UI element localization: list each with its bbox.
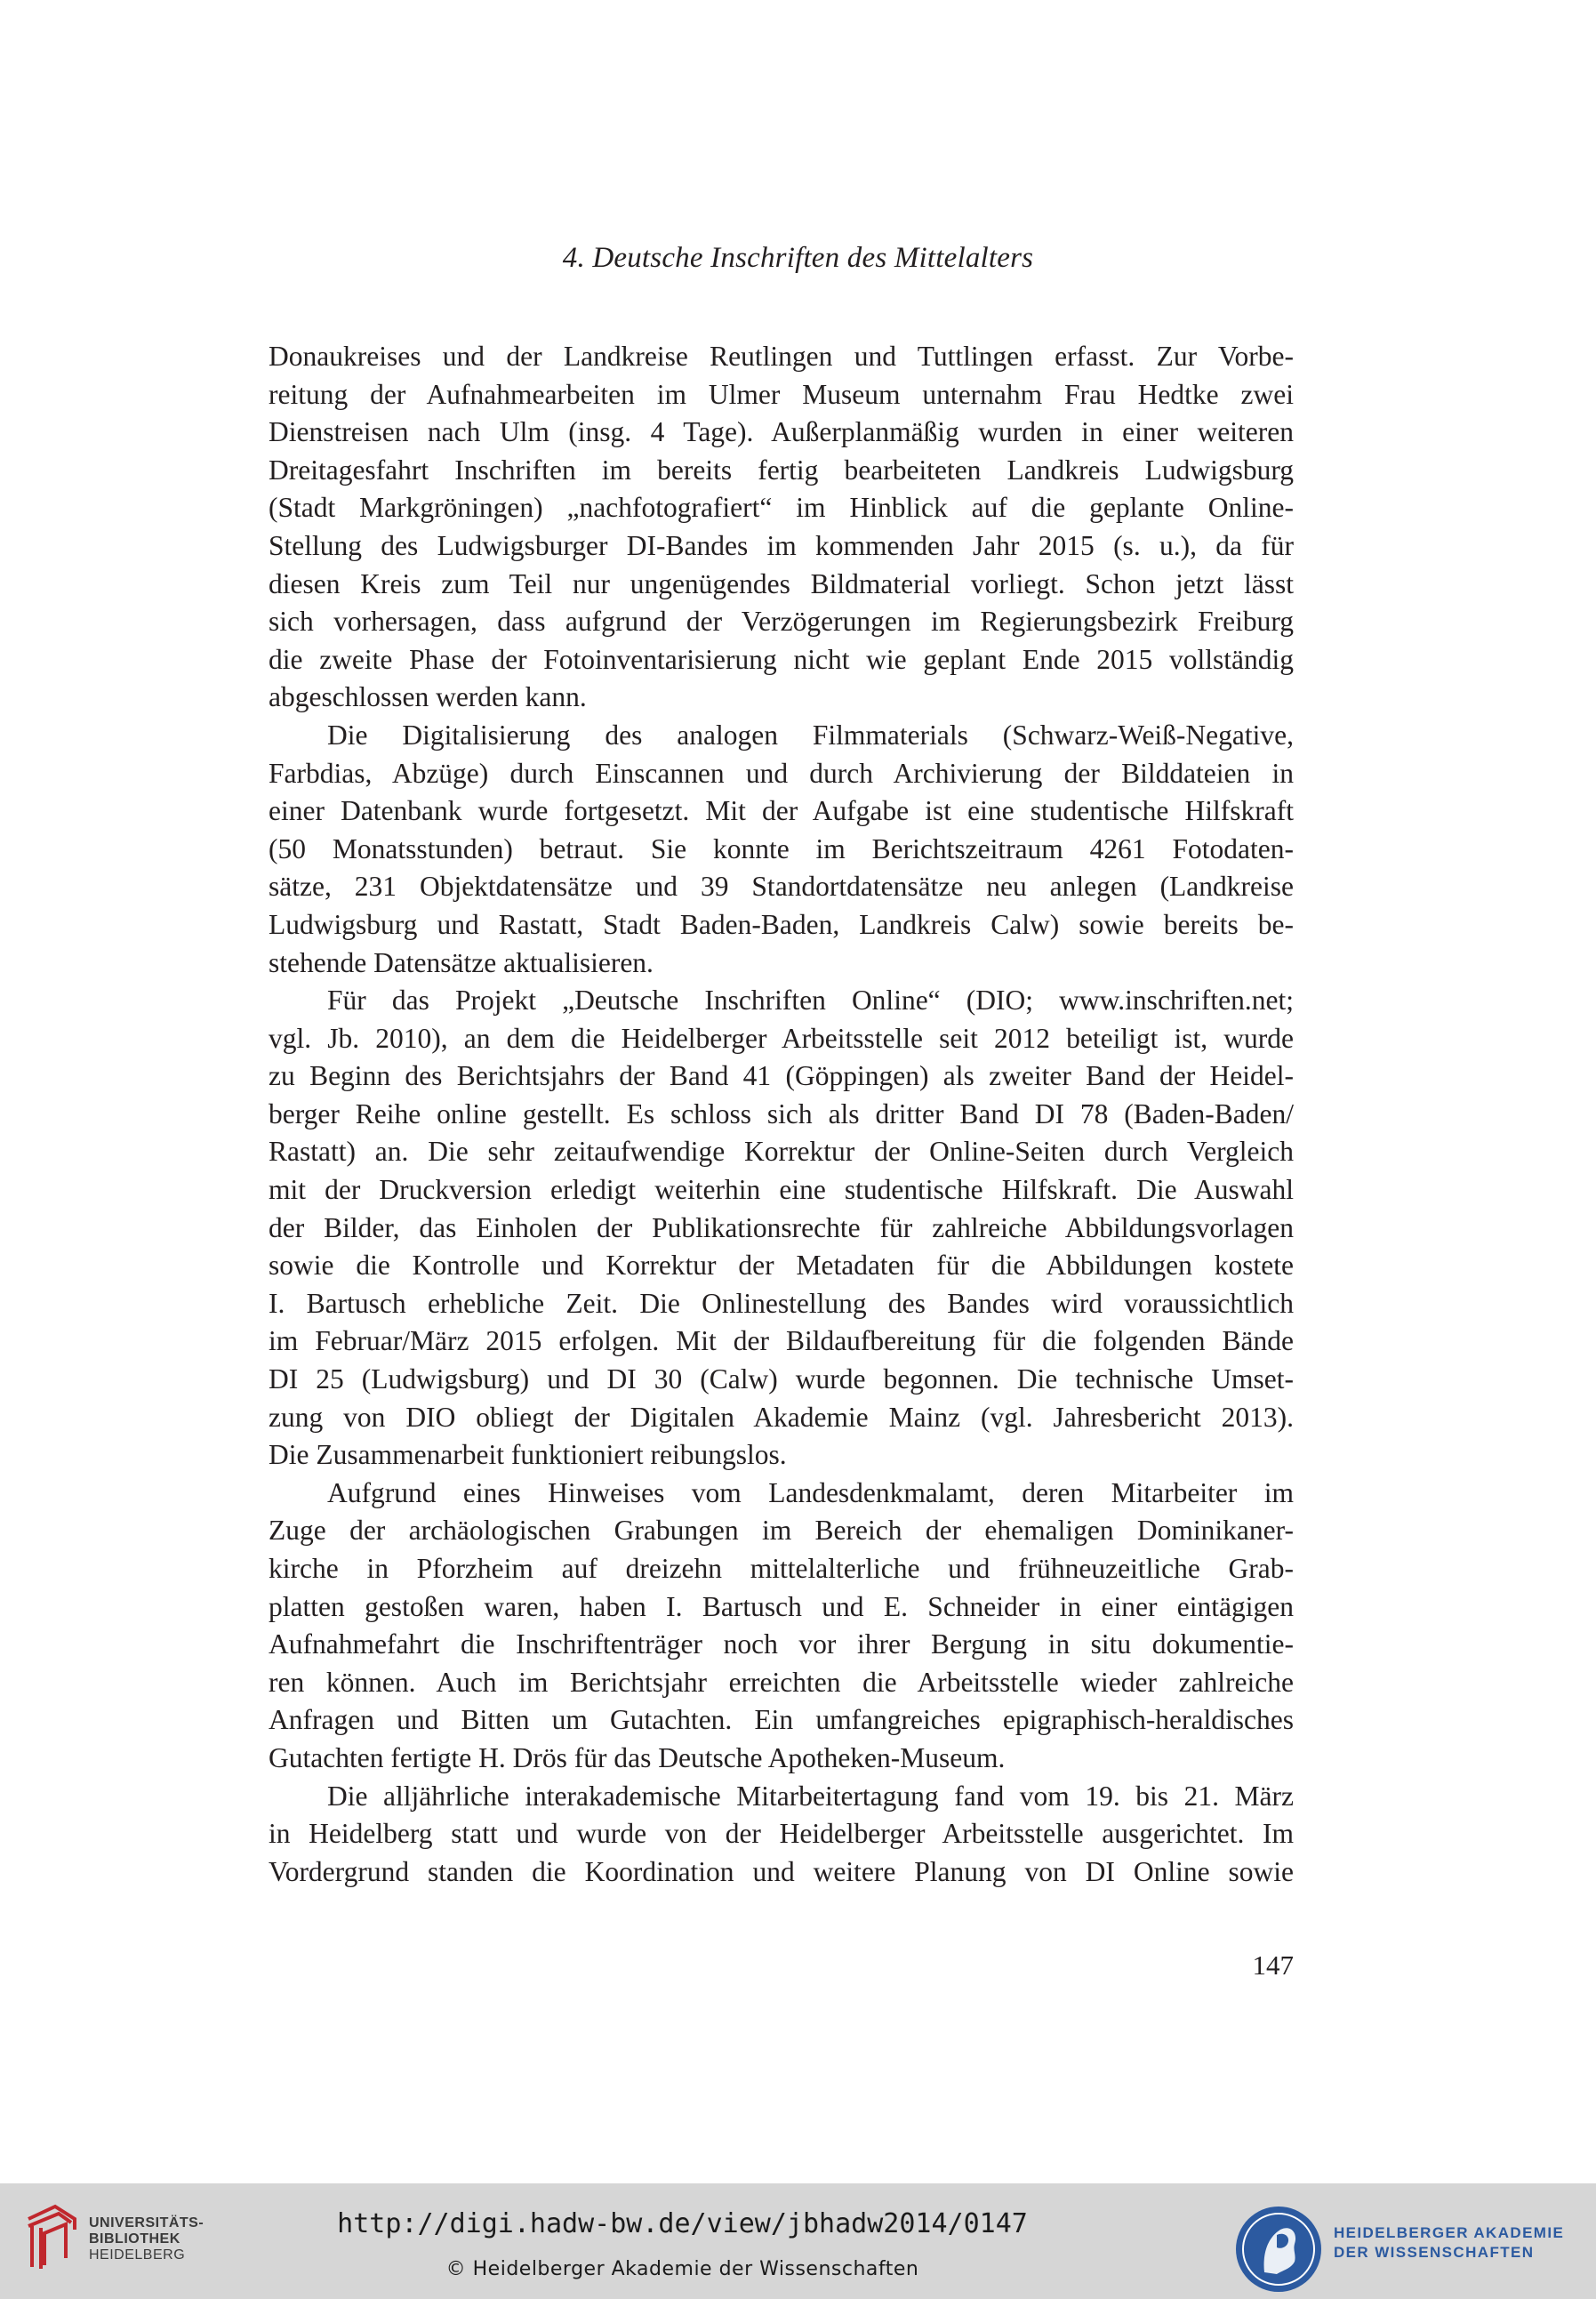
text-line: Stellung des Ludwigsburger DI-Bandes im kommenden Jahr 2015 (s. u.), da für bbox=[269, 529, 1294, 561]
text-line: sich vorhersagen, dass aufgrund der Verzögerungen im Regierungsbezirk Freiburg bbox=[269, 606, 1294, 638]
text-line: kirche in Pforzheim auf dreizehn mittelalterliche und frühneuzeitliche Grab- bbox=[269, 1553, 1294, 1584]
text-line: zu Beginn des Berichtsjahrs der Band 41 (Göppingen) als zweiter Band der Heidel- bbox=[269, 1060, 1294, 1092]
ub-line-2: BIBLIOTHEK bbox=[89, 2231, 180, 2247]
text-line: der Bilder, das Einholen der Publikationsrechte für zahlreiche Abbildungsvorlagen bbox=[269, 1211, 1294, 1243]
text-line: mit der Druckversion erledigt weiterhin eine studentische Hilfskraft. Die Auswahl bbox=[269, 1174, 1294, 1206]
academy-wordmark bbox=[1334, 2223, 1564, 2263]
text-line: reitung der Aufnahmearbeiten im Ulmer Museum unternahm Frau Hedtke zwei bbox=[269, 378, 1294, 410]
text-line: I. Bartusch erhebliche Zeit. Die Onlinestellung des Bandes wird voraussichtlich bbox=[269, 1287, 1294, 1319]
text-line: berger Reihe online gestellt. Es schloss sich als dritter Band DI 78 (Baden-Baden/ bbox=[269, 1097, 1294, 1129]
text-line: Dienstreisen nach Ulm (insg. 4 Tage). Außerplanmäßig wurden in einer weiteren bbox=[269, 416, 1294, 448]
text-line: sowie die Kontrolle und Korrektur der Metadaten für die Abbildungen kostete bbox=[269, 1250, 1294, 1282]
text-line: (50 Monatsstunden) betraut. Sie konnte im Berichtszeitraum 4261 Fotodaten- bbox=[269, 832, 1294, 864]
text-line: (Stadt Markgröningen) „nachfotografiert“ im Hinblick auf die geplante Online- bbox=[269, 492, 1294, 524]
ub-line-1: UNIVERSITÄTS- bbox=[89, 2215, 205, 2231]
text-line: Aufnahmefahrt die Inschriftenträger noch vor ihrer Bergung in situ dokumentie- bbox=[269, 1628, 1294, 1660]
text-line: im Februar/März 2015 erfolgen. Mit der Bildaufbereitung für die folgenden Bände bbox=[269, 1325, 1294, 1357]
text-line: Gutachten fertigte H. Drös für das Deutsche Apotheken-Museum. bbox=[269, 1741, 1006, 1773]
body-text bbox=[269, 338, 1294, 1891]
text-line: sätze, 231 Objektdatensätze und 39 Standortdatensätze neu anlegen (Landkreise bbox=[269, 871, 1294, 903]
text-line: platten gestoßen waren, haben I. Bartusch und E. Schneider in einer eintägigen bbox=[269, 1590, 1294, 1622]
text-line: vgl. Jb. 2010), an dem die Heidelberger Arbeitsstelle seit 2012 beteiligt ist, wurde bbox=[269, 1022, 1294, 1054]
text-line: Anfragen und Bitten um Gutachten. Ein umfangreiches epigraphisch-heraldisches bbox=[269, 1704, 1294, 1736]
text-line: Die Digitalisierung des analogen Filmmaterials (Schwarz-Weiß-Negative, bbox=[327, 719, 1294, 751]
permalink-url[interactable]: http://digi.hadw-bw.de/view/jbhadw2014/0147 bbox=[337, 2208, 1028, 2239]
text-line: Aufgrund eines Hinweises vom Landesdenkmalamt, deren Mitarbeiter im bbox=[327, 1476, 1294, 1508]
footer-bar bbox=[0, 2183, 1596, 2299]
text-line: DI 25 (Ludwigsburg) und DI 30 (Calw) wurde begonnen. Die technische Umset- bbox=[269, 1363, 1294, 1395]
text-line: ren können. Auch im Berichtsjahr erreichten die Arbeitsstelle wieder zahlreiche bbox=[269, 1666, 1294, 1698]
text-line: Vordergrund standen die Koordination und weitere Planung von DI Online sowie bbox=[269, 1855, 1294, 1887]
text-line: zung von DIO obliegt der Digitalen Akademie Mainz (vgl. Jahresbericht 2013). bbox=[269, 1401, 1294, 1433]
text-line: Farbdias, Abzüge) durch Einscannen und durch Archivierung der Bilddateien in bbox=[269, 757, 1294, 789]
text-line: Zuge der archäologischen Grabungen im Bereich der ehemaligen Dominikaner- bbox=[269, 1515, 1294, 1547]
copyright-notice: © Heidelberger Akademie der Wissenschaften bbox=[445, 2258, 919, 2280]
hadw-line-1: HEIDELBERGER AKADEMIE bbox=[1334, 2224, 1565, 2241]
ub-line-3: HEIDELBERG bbox=[89, 2247, 186, 2263]
text-line: Dreitagesfahrt Inschriften im bereits fertig bearbeiteten Landkreis Ludwigsburg bbox=[269, 454, 1294, 486]
text-line: diesen Kreis zum Teil nur ungenügendes Bildmaterial vorliegt. Schon jetzt lässt bbox=[269, 567, 1294, 599]
text-line: Die Zusammenarbeit funktioniert reibungslos. bbox=[269, 1439, 787, 1471]
text-line: Ludwigsburg und Rastatt, Stadt Baden-Baden, Landkreis Calw) sowie bereits be- bbox=[269, 908, 1294, 940]
text-line: stehende Datensätze aktualisieren. bbox=[269, 946, 654, 978]
academy-seal-logo-icon bbox=[1232, 2203, 1325, 2295]
text-line: Die alljährliche interakademische Mitarbeitertagung fand vom 19. bis 21. März bbox=[327, 1780, 1294, 1812]
text-line: Für das Projekt „Deutsche Inschriften Online“ (DIO; www.inschriften.net; bbox=[327, 985, 1294, 1017]
hadw-line-2: DER WISSENSCHAFTEN bbox=[1334, 2244, 1535, 2261]
running-head: 4. Deutsche Inschriften des Mittelalters bbox=[562, 242, 1034, 274]
text-line: Rastatt) an. Die sehr zeitaufwendige Korrektur der Online-Seiten durch Vergleich bbox=[269, 1136, 1294, 1168]
text-line: abgeschlossen werden kann. bbox=[269, 681, 587, 713]
text-line: in Heidelberg statt und wurde von der Heidelberger Arbeitsstelle ausgerichtet. Im bbox=[269, 1818, 1294, 1850]
text-line: die zweite Phase der Fotoinventarisierung nicht wie geplant Ende 2015 vollständig bbox=[269, 643, 1294, 675]
text-line: einer Datenbank wurde fortgesetzt. Mit der Aufgabe ist eine studentische Hilfskraft bbox=[269, 795, 1294, 827]
text-line: Donaukreises und der Landkreise Reutlingen und Tuttlingen erfasst. Zur Vorbe- bbox=[269, 341, 1294, 372]
page-number: 147 bbox=[1252, 1949, 1294, 1981]
